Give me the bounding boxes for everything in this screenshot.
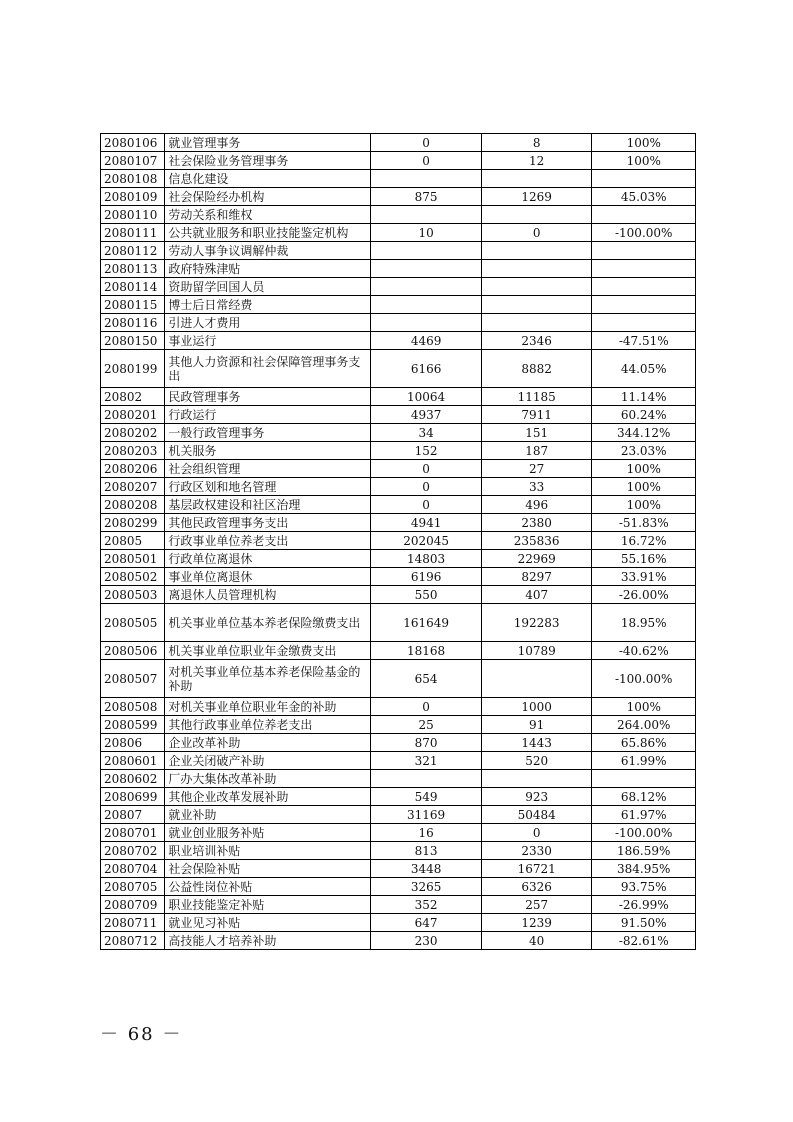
prior-amount: 321 [371, 752, 482, 770]
prior-amount: 202045 [371, 532, 482, 550]
table-row [101, 314, 696, 332]
budget-table [100, 133, 696, 950]
item-name: 信息化建设 [165, 170, 371, 188]
prior-amount [371, 260, 482, 278]
current-amount: 2330 [481, 842, 592, 860]
item-name: 劳动关系和维权 [165, 206, 371, 224]
prior-amount: 654 [371, 660, 482, 698]
item-code: 20806 [101, 734, 165, 752]
table-row [101, 806, 696, 824]
current-amount [481, 296, 592, 314]
prior-amount: 25 [371, 716, 482, 734]
current-amount [481, 260, 592, 278]
change-percent: 100% [592, 698, 696, 716]
item-code: 2080502 [101, 568, 165, 586]
prior-amount: 10 [371, 224, 482, 242]
table-row [101, 642, 696, 660]
item-name: 基层政权建设和社区治理 [165, 496, 371, 514]
prior-amount: 34 [371, 424, 482, 442]
table-row [101, 134, 696, 152]
item-code: 2080202 [101, 424, 165, 442]
change-percent: 11.14% [592, 388, 696, 406]
table-row [101, 224, 696, 242]
prior-amount: 647 [371, 914, 482, 932]
current-amount: 1443 [481, 734, 592, 752]
prior-amount: 6166 [371, 350, 482, 388]
change-percent: 100% [592, 460, 696, 478]
table-row [101, 896, 696, 914]
prior-amount: 14803 [371, 550, 482, 568]
current-amount [481, 314, 592, 332]
item-code: 2080503 [101, 586, 165, 604]
prior-amount: 0 [371, 478, 482, 496]
item-name: 就业创业服务补贴 [165, 824, 371, 842]
change-percent: 60.24% [592, 406, 696, 424]
current-amount: 7911 [481, 406, 592, 424]
change-percent [592, 170, 696, 188]
current-amount [481, 660, 592, 698]
item-code: 2080199 [101, 350, 165, 388]
table-row [101, 568, 696, 586]
item-code: 2080111 [101, 224, 165, 242]
change-percent: 100% [592, 152, 696, 170]
table-row [101, 604, 696, 642]
change-percent [592, 260, 696, 278]
current-amount: 151 [481, 424, 592, 442]
current-amount: 0 [481, 824, 592, 842]
prior-amount: 3448 [371, 860, 482, 878]
table-row [101, 716, 696, 734]
change-percent: 344.12% [592, 424, 696, 442]
item-name: 机关事业单位基本养老保险缴费支出 [165, 604, 371, 642]
change-percent [592, 278, 696, 296]
item-code: 2080115 [101, 296, 165, 314]
current-amount: 257 [481, 896, 592, 914]
table-row [101, 698, 696, 716]
current-amount [481, 242, 592, 260]
current-amount: 40 [481, 932, 592, 950]
item-name: 就业管理事务 [165, 134, 371, 152]
item-code: 2080206 [101, 460, 165, 478]
item-code: 2080116 [101, 314, 165, 332]
table-row [101, 586, 696, 604]
item-code: 2080508 [101, 698, 165, 716]
item-code: 2080208 [101, 496, 165, 514]
item-code: 2080711 [101, 914, 165, 932]
current-amount: 12 [481, 152, 592, 170]
prior-amount: 0 [371, 460, 482, 478]
item-name: 社会保险经办机构 [165, 188, 371, 206]
item-name: 事业运行 [165, 332, 371, 350]
item-code: 2080501 [101, 550, 165, 568]
item-code: 2080113 [101, 260, 165, 278]
item-name: 社会组织管理 [165, 460, 371, 478]
change-percent: -26.99% [592, 896, 696, 914]
table-row [101, 660, 696, 698]
item-code: 2080207 [101, 478, 165, 496]
item-code: 20802 [101, 388, 165, 406]
item-name: 公益性岗位补贴 [165, 878, 371, 896]
item-name: 高技能人才培养补助 [165, 932, 371, 950]
current-amount: 407 [481, 586, 592, 604]
item-code: 2080602 [101, 770, 165, 788]
current-amount: 923 [481, 788, 592, 806]
change-percent: 91.50% [592, 914, 696, 932]
table-row [101, 914, 696, 932]
current-amount: 496 [481, 496, 592, 514]
table-row [101, 442, 696, 460]
item-code: 2080601 [101, 752, 165, 770]
item-name: 其他人力资源和社会保障管理事务支出 [165, 350, 371, 388]
prior-amount: 4941 [371, 514, 482, 532]
item-name: 资助留学回国人员 [165, 278, 371, 296]
change-percent: 264.00% [592, 716, 696, 734]
item-name: 职业培训补贴 [165, 842, 371, 860]
item-name: 企业关闭破产补助 [165, 752, 371, 770]
prior-amount: 16 [371, 824, 482, 842]
change-percent: -100.00% [592, 224, 696, 242]
change-percent: 93.75% [592, 878, 696, 896]
prior-amount [371, 296, 482, 314]
prior-amount: 550 [371, 586, 482, 604]
table-row [101, 350, 696, 388]
change-percent: 45.03% [592, 188, 696, 206]
current-amount: 235836 [481, 532, 592, 550]
item-name: 其他行政事业单位养老支出 [165, 716, 371, 734]
prior-amount: 230 [371, 932, 482, 950]
item-name: 社会保险业务管理事务 [165, 152, 371, 170]
current-amount: 1269 [481, 188, 592, 206]
change-percent: 61.97% [592, 806, 696, 824]
current-amount [481, 206, 592, 224]
current-amount: 8297 [481, 568, 592, 586]
prior-amount: 10064 [371, 388, 482, 406]
change-percent: 55.16% [592, 550, 696, 568]
item-code: 2080203 [101, 442, 165, 460]
table-row [101, 824, 696, 842]
change-percent: -47.51% [592, 332, 696, 350]
change-percent: 186.59% [592, 842, 696, 860]
prior-amount: 4937 [371, 406, 482, 424]
prior-amount [371, 278, 482, 296]
current-amount: 187 [481, 442, 592, 460]
current-amount: 6326 [481, 878, 592, 896]
current-amount: 91 [481, 716, 592, 734]
item-name: 社会保险补贴 [165, 860, 371, 878]
item-name: 政府特殊津贴 [165, 260, 371, 278]
item-name: 厂办大集体改革补助 [165, 770, 371, 788]
table-row [101, 260, 696, 278]
item-name: 就业补助 [165, 806, 371, 824]
table-row [101, 170, 696, 188]
current-amount [481, 770, 592, 788]
table-row [101, 332, 696, 350]
change-percent: 61.99% [592, 752, 696, 770]
item-name: 机关事业单位职业年金缴费支出 [165, 642, 371, 660]
table-row [101, 932, 696, 950]
change-percent: 100% [592, 478, 696, 496]
table-row [101, 734, 696, 752]
current-amount: 16721 [481, 860, 592, 878]
change-percent: 65.86% [592, 734, 696, 752]
item-name: 其他企业改革发展补助 [165, 788, 371, 806]
item-name: 对机关事业单位职业年金的补助 [165, 698, 371, 716]
item-name: 其他民政管理事务支出 [165, 514, 371, 532]
table-row [101, 752, 696, 770]
current-amount: 11185 [481, 388, 592, 406]
change-percent: 100% [592, 134, 696, 152]
table-row [101, 550, 696, 568]
item-code: 2080599 [101, 716, 165, 734]
item-code: 2080505 [101, 604, 165, 642]
table-row [101, 842, 696, 860]
item-code: 2080701 [101, 824, 165, 842]
table-row [101, 278, 696, 296]
table-row [101, 478, 696, 496]
item-code: 2080705 [101, 878, 165, 896]
change-percent [592, 206, 696, 224]
change-percent [592, 770, 696, 788]
item-name: 就业见习补贴 [165, 914, 371, 932]
table-row [101, 406, 696, 424]
item-name: 博士后日常经费 [165, 296, 371, 314]
prior-amount: 152 [371, 442, 482, 460]
table-row [101, 460, 696, 478]
item-code: 2080704 [101, 860, 165, 878]
item-name: 行政事业单位养老支出 [165, 532, 371, 550]
current-amount: 1000 [481, 698, 592, 716]
table-row [101, 242, 696, 260]
item-code: 2080507 [101, 660, 165, 698]
current-amount: 2346 [481, 332, 592, 350]
table-row [101, 424, 696, 442]
prior-amount: 6196 [371, 568, 482, 586]
item-code: 2080150 [101, 332, 165, 350]
table-row [101, 770, 696, 788]
table-row [101, 296, 696, 314]
item-code: 2080702 [101, 842, 165, 860]
current-amount: 192283 [481, 604, 592, 642]
budget-table-body [101, 134, 696, 950]
change-percent: -40.62% [592, 642, 696, 660]
prior-amount: 0 [371, 496, 482, 514]
change-percent: 23.03% [592, 442, 696, 460]
current-amount: 520 [481, 752, 592, 770]
current-amount: 50484 [481, 806, 592, 824]
item-code: 2080201 [101, 406, 165, 424]
item-code: 2080109 [101, 188, 165, 206]
table-row [101, 860, 696, 878]
item-name: 企业改革补助 [165, 734, 371, 752]
table-row [101, 388, 696, 406]
table-row [101, 152, 696, 170]
current-amount [481, 170, 592, 188]
prior-amount [371, 206, 482, 224]
table-row [101, 206, 696, 224]
current-amount: 10789 [481, 642, 592, 660]
item-code: 2080709 [101, 896, 165, 914]
change-percent [592, 314, 696, 332]
current-amount: 8882 [481, 350, 592, 388]
item-name: 离退休人员管理机构 [165, 586, 371, 604]
current-amount [481, 278, 592, 296]
current-amount: 2380 [481, 514, 592, 532]
table-row [101, 788, 696, 806]
prior-amount: 813 [371, 842, 482, 860]
change-percent: 16.72% [592, 532, 696, 550]
item-code: 2080107 [101, 152, 165, 170]
item-name: 事业单位离退休 [165, 568, 371, 586]
change-percent: -26.00% [592, 586, 696, 604]
prior-amount: 31169 [371, 806, 482, 824]
item-name: 对机关事业单位基本养老保险基金的补助 [165, 660, 371, 698]
current-amount: 8 [481, 134, 592, 152]
prior-amount: 870 [371, 734, 482, 752]
change-percent: -100.00% [592, 660, 696, 698]
current-amount: 1239 [481, 914, 592, 932]
item-name: 民政管理事务 [165, 388, 371, 406]
item-name: 一般行政管理事务 [165, 424, 371, 442]
change-percent [592, 242, 696, 260]
table-row [101, 188, 696, 206]
item-code: 20807 [101, 806, 165, 824]
change-percent: 68.12% [592, 788, 696, 806]
change-percent: -82.61% [592, 932, 696, 950]
item-name: 公共就业服务和职业技能鉴定机构 [165, 224, 371, 242]
change-percent: 18.95% [592, 604, 696, 642]
prior-amount: 3265 [371, 878, 482, 896]
item-name: 引进人才费用 [165, 314, 371, 332]
page-number: － 68 － [100, 1024, 183, 1045]
item-code: 2080299 [101, 514, 165, 532]
current-amount: 27 [481, 460, 592, 478]
table-row [101, 532, 696, 550]
item-name: 行政单位离退休 [165, 550, 371, 568]
change-percent: -100.00% [592, 824, 696, 842]
prior-amount [371, 170, 482, 188]
change-percent: -51.83% [592, 514, 696, 532]
prior-amount: 352 [371, 896, 482, 914]
item-code: 2080112 [101, 242, 165, 260]
table-row [101, 878, 696, 896]
item-name: 行政运行 [165, 406, 371, 424]
prior-amount: 161649 [371, 604, 482, 642]
item-name: 劳动人事争议调解仲裁 [165, 242, 371, 260]
change-percent: 44.05% [592, 350, 696, 388]
prior-amount: 0 [371, 698, 482, 716]
prior-amount [371, 770, 482, 788]
prior-amount: 0 [371, 134, 482, 152]
item-name: 行政区划和地名管理 [165, 478, 371, 496]
item-code: 2080110 [101, 206, 165, 224]
change-percent: 100% [592, 496, 696, 514]
change-percent: 384.95% [592, 860, 696, 878]
current-amount: 22969 [481, 550, 592, 568]
item-code: 2080108 [101, 170, 165, 188]
item-code: 2080699 [101, 788, 165, 806]
prior-amount: 18168 [371, 642, 482, 660]
item-name: 机关服务 [165, 442, 371, 460]
current-amount: 33 [481, 478, 592, 496]
item-code: 20805 [101, 532, 165, 550]
prior-amount [371, 242, 482, 260]
current-amount: 0 [481, 224, 592, 242]
item-code: 2080106 [101, 134, 165, 152]
table-row [101, 496, 696, 514]
item-code: 2080114 [101, 278, 165, 296]
change-percent [592, 296, 696, 314]
change-percent: 33.91% [592, 568, 696, 586]
item-name: 职业技能鉴定补贴 [165, 896, 371, 914]
item-code: 2080506 [101, 642, 165, 660]
prior-amount: 0 [371, 152, 482, 170]
prior-amount: 549 [371, 788, 482, 806]
table-row [101, 514, 696, 532]
item-code: 2080712 [101, 932, 165, 950]
prior-amount: 875 [371, 188, 482, 206]
prior-amount [371, 314, 482, 332]
prior-amount: 4469 [371, 332, 482, 350]
